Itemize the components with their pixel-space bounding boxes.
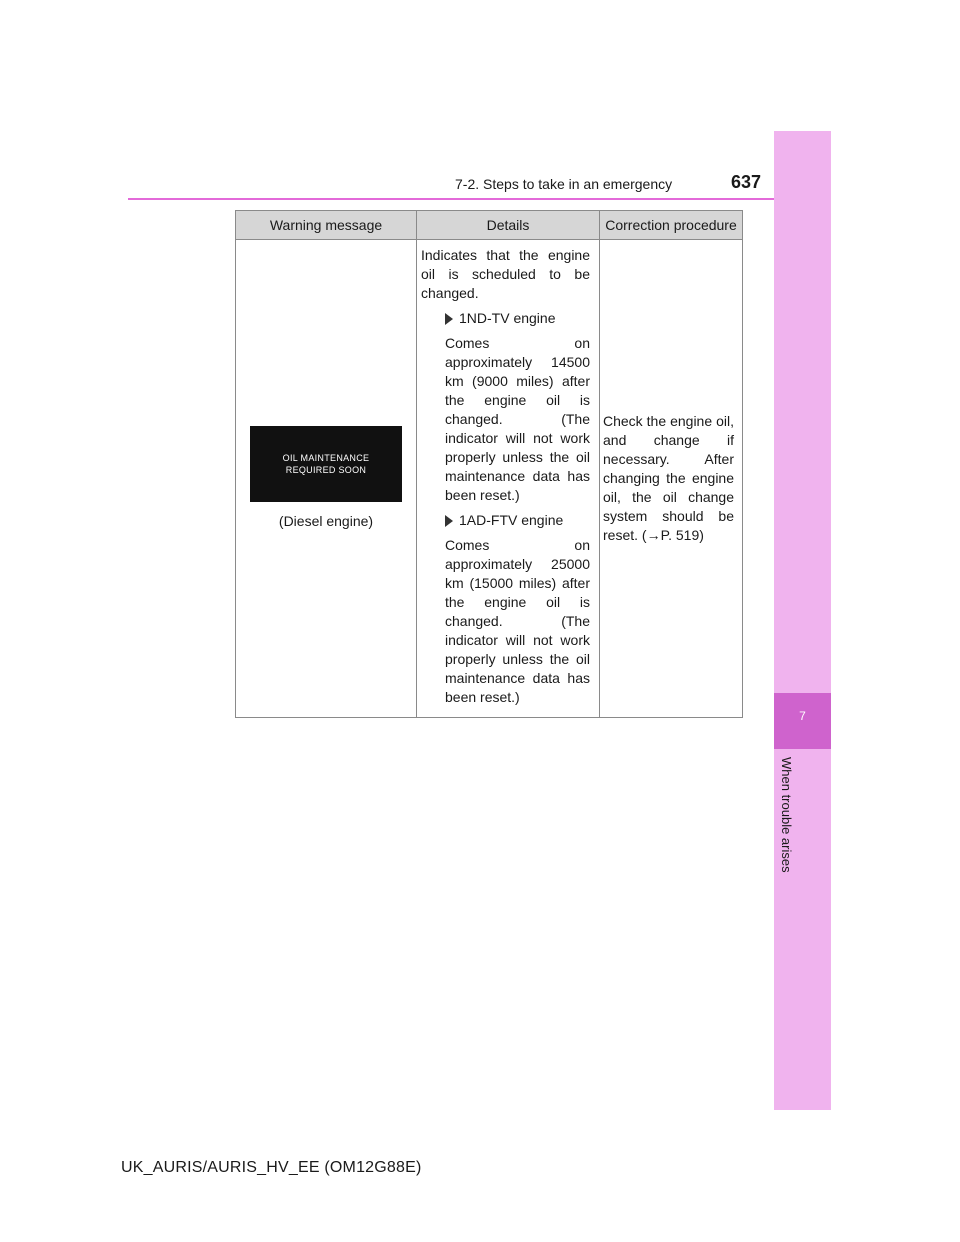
chapter-number-badge: 7 xyxy=(774,693,831,749)
bullet-1nd-tv-label: 1ND-TV engine xyxy=(459,310,556,326)
correction-procedure-text: Check the engine oil, and change if necessary. After changing the engine oil, the oil change system should be reset. (→P. 519) xyxy=(603,413,734,543)
correction-cell xyxy=(600,240,743,718)
column-header-correction: Correction procedure xyxy=(600,211,743,240)
bullet-1ad-ftv-text: Comes on approximately 25000 km (15000 miles) after the engine oil is changed. (The indicator will not work properly unless the oil maintenance data has been reset.) xyxy=(445,537,590,705)
display-line-1: OIL MAINTENANCE xyxy=(282,453,370,463)
header-divider xyxy=(128,198,831,200)
bullet-1nd-tv-text: Comes on approximately 14500 km (9000 miles) after the engine oil is changed. (The indicator will not work properly unless the oil maintenance data has been reset.) xyxy=(445,335,590,503)
table-row xyxy=(236,240,743,718)
bullet-arrow-icon xyxy=(445,313,453,325)
oil-maintenance-display xyxy=(250,426,402,502)
section-title: 7-2. Steps to take in an emergency xyxy=(455,176,673,192)
table-header-row xyxy=(236,211,743,240)
details-intro: Indicates that the engine oil is scheduled to be changed. xyxy=(421,247,590,301)
warning-message-table xyxy=(235,210,743,718)
bullet-1ad-ftv xyxy=(445,511,590,530)
engine-caption: (Diesel engine) xyxy=(278,513,374,529)
bullet-1ad-ftv-label: 1AD-FTV engine xyxy=(459,512,564,528)
bullet-1nd-tv xyxy=(445,309,590,328)
warning-message-cell xyxy=(236,240,417,718)
column-header-details: Details xyxy=(417,211,600,240)
model-code-footer: UK_AURIS/AURIS_HV_EE (OM12G88E) xyxy=(121,1159,422,1176)
bullet-arrow-icon xyxy=(445,515,453,527)
page-number: 637 xyxy=(731,172,762,192)
details-cell xyxy=(417,240,600,718)
chapter-label-text: When trouble arises xyxy=(779,757,794,873)
chapter-side-tab xyxy=(774,131,831,1110)
display-line-2: REQUIRED SOON xyxy=(285,465,367,475)
column-header-warning: Warning message xyxy=(236,211,417,240)
